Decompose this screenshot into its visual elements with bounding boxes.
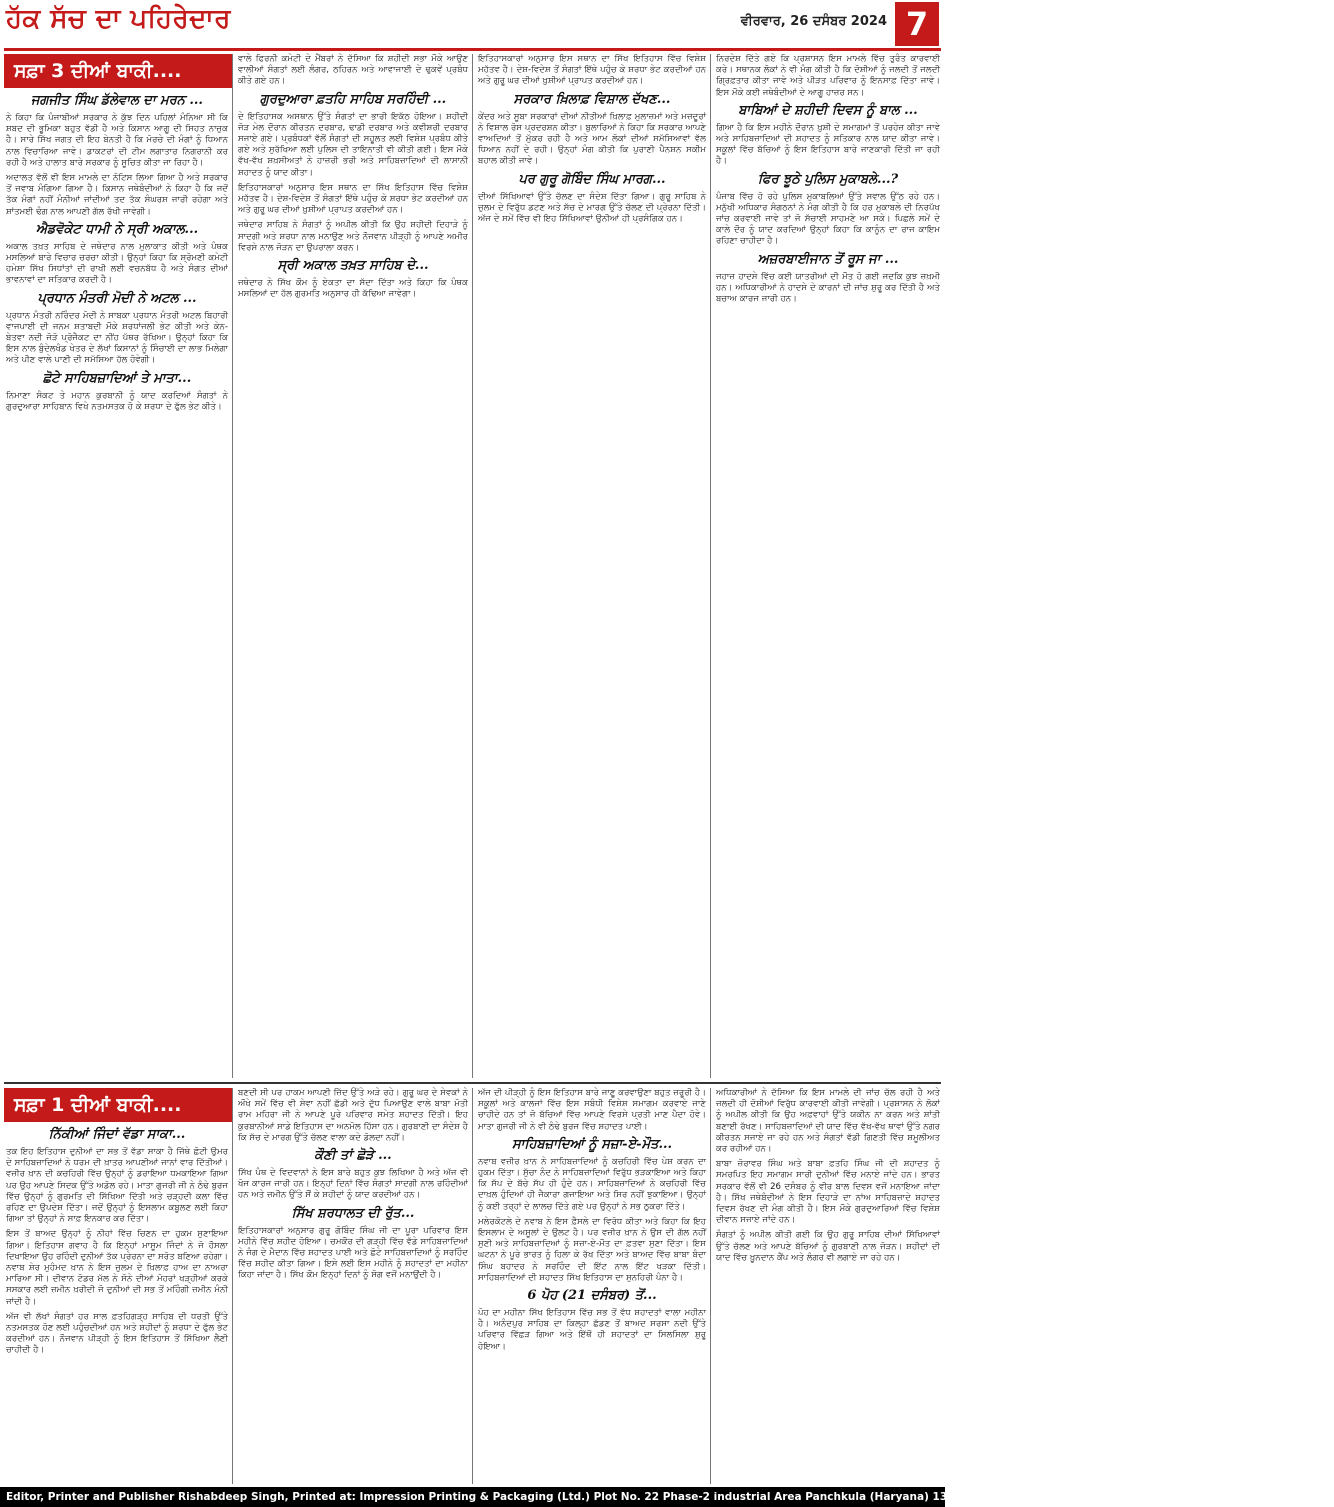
article-text: ਬਾਬਾ ਜ਼ੋਰਾਵਰ ਸਿੰਘ ਅਤੇ ਬਾਬਾ ਫ਼ਤਹਿ ਸਿੰਘ ਜੀ ਦੀ ਸ਼ਹਾਦਤ ਨੂੰ ਸਮਰਪਿਤ ਇਹ ਸਮਾਗਮ ਸਾਰੀ ਦੁਨੀਆਂ ਵਿੱਚ ਮਨਾਏ ਜਾਂਦੇ ਹਨ। ਭਾਰਤ ਸਰਕਾਰ ਵੱਲੋਂ ਵੀ 26 ਦਸੰਬਰ ਨੂੰ ਵੀਰ ਬਾਲ ਦਿਵਸ ਵਜੋਂ ਮਨਾਇਆ ਜਾਂਦਾ ਹੈ। ਸਿੱਖ ਜਥੇਬੰਦੀਆਂ ਨੇ ਇਸ ਦਿਹਾੜੇ ਦਾ ਨਾਂਅ ਸਾਹਿਬਜ਼ਾਦੇ ਸ਼ਹਾਦਤ ਦਿਵਸ ਰੱਖਣ ਦੀ ਮੰਗ ਕੀਤੀ ਹੈ। ਇਸ ਮੌਕੇ ਗੁਰਦੁਆਰਿਆਂ ਵਿੱਚ ਵਿਸ਼ੇਸ਼ ਦੀਵਾਨ ਸਜਾਏ ਜਾਂਦੇ ਹਨ। [716,1159,940,1226]
article-text: ਗਿਆ ਹੈ ਕਿ ਇਸ ਮਹੀਨੇ ਦੌਰਾਨ ਖ਼ੁਸ਼ੀ ਦੇ ਸਮਾਗਮਾਂ ਤੋਂ ਪਰਹੇਜ਼ ਕੀਤਾ ਜਾਵੇ ਅਤੇ ਸਾਹਿਬਜ਼ਾਦਿਆਂ ਦੀ ਸ਼ਹਾਦਤ ਨੂੰ ਸਤਿਕਾਰ ਨਾਲ ਯਾਦ ਕੀਤਾ ਜਾਵੇ। ਸਕੂਲਾਂ ਵਿੱਚ ਬੱਚਿਆਂ ਨੂੰ ਇਸ ਇਤਿਹਾਸ ਬਾਰੇ ਜਾਣਕਾਰੀ ਦਿੱਤੀ ਜਾ ਰਹੀ ਹੈ। [716,122,940,167]
article-text: ਵਾਲੇ ਫਿਰਨੀ ਕਮੇਟੀ ਦੇ ਮੈਂਬਰਾਂ ਨੇ ਦੱਸਿਆ ਕਿ ਸ਼ਹੀਦੀ ਸਭਾ ਮੌਕੇ ਆਉਣ ਵਾਲੀਆਂ ਸੰਗਤਾਂ ਲਈ ਲੰਗਰ, ਠਹਿਰਨ ਅਤੇ ਆਵਾਜਾਈ ਦੇ ਢੁਕਵੇਂ ਪ੍ਰਬੰਧ ਕੀਤੇ ਗਏ ਹਨ। [238,54,468,87]
article-text: ਇਤਿਹਾਸਕਾਰਾਂ ਅਨੁਸਾਰ ਇਸ ਸਥਾਨ ਦਾ ਸਿੱਖ ਇਤਿਹਾਸ ਵਿੱਚ ਵਿਸ਼ੇਸ਼ ਮਹੱਤਵ ਹੈ। ਦੇਸ਼-ਵਿਦੇਸ਼ ਤੋਂ ਸੰਗਤਾਂ ਇੱਥੇ ਪਹੁੰਚ ਕੇ ਸ਼ਰਧਾ ਭੇਟ ਕਰਦੀਆਂ ਹਨ ਅਤੇ ਗੁਰੂ ਘਰ ਦੀਆਂ ਖ਼ੁਸ਼ੀਆਂ ਪ੍ਰਾਪਤ ਕਰਦੀਆਂ ਹਨ। [238,182,468,216]
newspaper-logo: ਹੱਕ ਸੱਚ ਦਾ ਪਹਿਰੇਦਾਰ [6,4,231,34]
article-text: ਨਿਰਦੇਸ਼ ਦਿੱਤੇ ਗਏ ਕਿ ਪ੍ਰਸ਼ਾਸਨ ਇਸ ਮਾਮਲੇ ਵਿੱਚ ਤੁਰੰਤ ਕਾਰਵਾਈ ਕਰੇ। ਸਥਾਨਕ ਲੋਕਾਂ ਨੇ ਵੀ ਮੰਗ ਕੀਤੀ ਹੈ ਕਿ ਦੋਸ਼ੀਆਂ ਨੂੰ ਜਲਦੀ ਤੋਂ ਜਲਦੀ ਗ੍ਰਿਫ਼ਤਾਰ ਕੀਤਾ ਜਾਵੇ ਅਤੇ ਪੀੜਤ ਪਰਿਵਾਰ ਨੂੰ ਇਨਸਾਫ਼ ਦਿੱਤਾ ਜਾਵੇ। ਇਸ ਮੌਕੇ ਕਈ ਜਥੇਬੰਦੀਆਂ ਦੇ ਆਗੂ ਹਾਜ਼ਰ ਸਨ। [716,54,940,98]
article-text: ਨਿਮਾਣਾ ਸੰਕਟ ਤੇ ਮਹਾਨ ਕੁਰਬਾਨੀ ਨੂੰ ਯਾਦ ਕਰਦਿਆਂ ਸੰਗਤਾਂ ਨੇ ਗੁਰਦੁਆਰਾ ਸਾਹਿਬਾਨ ਵਿਖੇ ਨਤਮਸਤਕ ਹੋ ਕੇ ਸ਼ਰਧਾ ਦੇ ਫੁੱਲ ਭੇਟ ਕੀਤੇ। [6,390,228,412]
column-divider [232,54,233,1078]
column-divider [232,1088,233,1484]
footer-imprint: Editor, Printer and Publisher Rishabdeep Singh, Printed at: Impression Printing & Packaging (Ltd.) Plot No. 22 Phase-2 industrial Area Panchkula (Haryana) 134109 & Published From 3223, First Floor, Sector-35D, Chandigarh [0,1487,945,1507]
headline-sarkar: ਸਰਕਾਰ ਖ਼ਿਲਾਫ਼ ਵਿਸ਼ਾਲ ਦੱਖਣ... [513,91,671,107]
section-divider [4,1082,941,1084]
article-text: ਤਕ ਇਹ ਇਤਿਹਾਸ ਦੁਨੀਆਂ ਦਾ ਸਭ ਤੋਂ ਵੱਡਾ ਸਾਕਾ ਹੈ ਜਿੱਥੇ ਛੋਟੀ ਉਮਰ ਦੇ ਸਾਹਿਬਜ਼ਾਦਿਆਂ ਨੇ ਧਰਮ ਦੀ ਖ਼ਾਤਰ ਆਪਣੀਆਂ ਜਾਨਾਂ ਵਾਰ ਦਿੱਤੀਆਂ। ਵਜ਼ੀਰ ਖ਼ਾਨ ਦੀ ਕਚਹਿਰੀ ਵਿੱਚ ਉਨ੍ਹਾਂ ਨੂੰ ਡਰਾਇਆ ਧਮਕਾਇਆ ਗਿਆ ਪਰ ਉਹ ਆਪਣੇ ਸਿਦਕ ਉੱਤੇ ਅਡੋਲ ਰਹੇ। ਮਾਤਾ ਗੁਜਰੀ ਜੀ ਨੇ ਠੰਢੇ ਬੁਰਜ ਵਿੱਚ ਉਨ੍ਹਾਂ ਨੂੰ ਗੁਰਮਤਿ ਦੀ ਸਿੱਖਿਆ ਦਿੱਤੀ ਅਤੇ ਚੜ੍ਹਦੀ ਕਲਾ ਵਿੱਚ ਰਹਿਣ ਦਾ ਉਪਦੇਸ਼ ਦਿੱਤਾ। ਜਦੋਂ ਉਨ੍ਹਾਂ ਨੂੰ ਇਸਲਾਮ ਕਬੂਲਣ ਲਈ ਕਿਹਾ ਗਿਆ ਤਾਂ ਉਨ੍ਹਾਂ ਨੇ ਸਾਫ਼ ਇਨਕਾਰ ਕਰ ਦਿੱਤਾ। [6,1147,228,1225]
headline-gurdwara: ਗੁਰਦੁਆਰਾ ਫ਼ਤਹਿ ਸਾਹਿਬ ਸਰਹਿੰਦੀ ... [259,91,447,107]
column-1 [6,90,228,1078]
headline-sahibzadian-saza: ਸਾਹਿਬਜ਼ਾਦਿਆਂ ਨੂੰ ਸਜ਼ਾ-ਏ-ਮੌਤ... [511,1136,673,1152]
headline-sahibzade: ਛੋਟੇ ਸਾਹਿਬਜ਼ਾਦਿਆਂ ਤੇ ਮਾਤਾ... [42,370,192,386]
column-5 [6,1124,228,1484]
column-divider [710,1088,711,1484]
column-divider [710,54,711,1078]
headline-kaun-ta: ਕੌਣੀ ਤਾਂ ਛੋੜੇ ... [314,1148,392,1164]
column-6 [238,1088,468,1484]
masthead [0,0,945,48]
article-text: ਨਵਾਬ ਵਜ਼ੀਰ ਖ਼ਾਨ ਨੇ ਸਾਹਿਬਜ਼ਾਦਿਆਂ ਨੂੰ ਕਚਹਿਰੀ ਵਿੱਚ ਪੇਸ਼ ਕਰਨ ਦਾ ਹੁਕਮ ਦਿੱਤਾ। ਸੁੱਚਾ ਨੰਦ ਨੇ ਸਾਹਿਬਜ਼ਾਦਿਆਂ ਵਿਰੁੱਧ ਭੜਕਾਇਆ ਅਤੇ ਕਿਹਾ ਕਿ ਸੱਪ ਦੇ ਬੱਚੇ ਸੱਪ ਹੀ ਹੁੰਦੇ ਹਨ। ਸਾਹਿਬਜ਼ਾਦਿਆਂ ਨੇ ਕਚਹਿਰੀ ਵਿੱਚ ਦਾਖ਼ਲ ਹੁੰਦਿਆਂ ਹੀ ਜੈਕਾਰਾ ਗਜਾਇਆ ਅਤੇ ਸਿਰ ਨਹੀਂ ਝੁਕਾਇਆ। ਉਨ੍ਹਾਂ ਨੂੰ ਕਈ ਤਰ੍ਹਾਂ ਦੇ ਲਾਲਚ ਦਿੱਤੇ ਗਏ ਪਰ ਉਨ੍ਹਾਂ ਨੇ ਸਭ ਠੁਕਰਾ ਦਿੱਤੇ। [478,1156,706,1212]
column-3 [478,54,706,1078]
article-text: ਨੇ ਕਿਹਾ ਕਿ ਪੰਜਾਬੀਆਂ ਸਰਕਾਰ ਨੇ ਕੁੱਝ ਦਿਨ ਪਹਿਲਾਂ ਮੰਨਿਆ ਸੀ ਕਿ ਸ਼ਬਦ ਦੀ ਭੂਮਿਕਾ ਬਹੁਤ ਵੱਡੀ ਹੈ ਅਤੇ ਕਿਸਾਨ ਆਗੂ ਦੀ ਸਿਹਤ ਨਾਜ਼ੁਕ ਹੈ। ਸਾਰੇ ਸਿੱਖ ਜਗਤ ਦੀ ਇਹ ਬੇਨਤੀ ਹੈ ਕਿ ਮੋਰਚੇ ਦੀ ਮੰਗਾਂ ਨੂੰ ਧਿਆਨ ਨਾਲ ਵਿਚਾਰਿਆ ਜਾਵੇ। ਡਾਕਟਰਾਂ ਦੀ ਟੀਮ ਲਗਾਤਾਰ ਨਿਗਰਾਨੀ ਕਰ ਰਹੀ ਹੈ ਅਤੇ ਹਾਲਾਤ ਬਾਰੇ ਸਰਕਾਰ ਨੂੰ ਸੂਚਿਤ ਕੀਤਾ ਜਾ ਰਿਹਾ ਹੈ। [6,113,228,168]
article-text: ਅਕਾਲ ਤਖ਼ਤ ਸਾਹਿਬ ਦੇ ਜਥੇਦਾਰ ਨਾਲ ਮੁਲਾਕਾਤ ਕੀਤੀ ਅਤੇ ਪੰਥਕ ਮਸਲਿਆਂ ਬਾਰੇ ਵਿਚਾਰ ਚਰਚਾ ਕੀਤੀ। ਉਨ੍ਹਾਂ ਕਿਹਾ ਕਿ ਸ਼੍ਰੋਮਣੀ ਕਮੇਟੀ ਹਮੇਸ਼ਾ ਸਿੱਖ ਸਿਧਾਂਤਾਂ ਦੀ ਰਾਖੀ ਲਈ ਵਚਨਬੱਧ ਹੈ ਅਤੇ ਸੰਗਤ ਦੀਆਂ ਭਾਵਨਾਵਾਂ ਦਾ ਸਤਿਕਾਰ ਕਰਦੀ ਹੈ। [6,241,228,286]
headline-pargur: ਪਰ ਗੁਰੂ ਗੋਬਿੰਦ ਸਿੰਘ ਮਾਰਗ... [518,171,666,187]
headline-pm: ਪ੍ਰਧਾਨ ਮੰਤਰੀ ਮੋਦੀ ਨੇ ਅਟਲ ... [37,290,197,306]
headline-babian: ਬਾਬਿਆਂ ਦੇ ਸ਼ਹੀਦੀ ਦਿਵਸ ਨੂੰ ਬਾਲ ... [738,102,918,118]
article-text: ਅਦਾਲਤ ਵੱਲੋਂ ਵੀ ਇਸ ਮਾਮਲੇ ਦਾ ਨੋਟਿਸ ਲਿਆ ਗਿਆ ਹੈ ਅਤੇ ਸਰਕਾਰ ਤੋਂ ਜਵਾਬ ਮੰਗਿਆ ਗਿਆ ਹੈ। ਕਿਸਾਨ ਜਥੇਬੰਦੀਆਂ ਨੇ ਕਿਹਾ ਹੈ ਕਿ ਜਦੋਂ ਤੱਕ ਮੰਗਾਂ ਨਹੀਂ ਮੰਨੀਆਂ ਜਾਂਦੀਆਂ ਤਦ ਤੱਕ ਸੰਘਰਸ਼ ਜਾਰੀ ਰਹੇਗਾ ਅਤੇ ਸ਼ਾਂਤਮਈ ਢੰਗ ਨਾਲ ਆਪਣੀ ਗੱਲ ਰੱਖੀ ਜਾਵੇਗੀ। [6,173,228,217]
column-divider [472,54,473,1078]
headline-chhe-poh: 6 ਪੋਹ (21 ਦਸੰਬਰ) ਤੋਂ... [527,1288,657,1304]
article-text: ਇਤਿਹਾਸਕਾਰਾਂ ਅਨੁਸਾਰ ਗੁਰੂ ਗੋਬਿੰਦ ਸਿੰਘ ਜੀ ਦਾ ਪੂਰਾ ਪਰਿਵਾਰ ਇਸ ਮਹੀਨੇ ਵਿੱਚ ਸ਼ਹੀਦ ਹੋਇਆ। ਚਮਕੌਰ ਦੀ ਗੜ੍ਹੀ ਵਿੱਚ ਵੱਡੇ ਸਾਹਿਬਜ਼ਾਦਿਆਂ ਨੇ ਜੰਗ ਦੇ ਮੈਦਾਨ ਵਿੱਚ ਸ਼ਹਾਦਤ ਪਾਈ ਅਤੇ ਛੋਟੇ ਸਾਹਿਬਜ਼ਾਦਿਆਂ ਨੂੰ ਸਰਹਿੰਦ ਵਿੱਚ ਸ਼ਹੀਦ ਕੀਤਾ ਗਿਆ। ਇਸੇ ਲਈ ਇਸ ਮਹੀਨੇ ਨੂੰ ਸ਼ਹਾਦਤਾਂ ਦਾ ਮਹੀਨਾ ਕਿਹਾ ਜਾਂਦਾ ਹੈ। ਸਿੱਖ ਕੌਮ ਇਨ੍ਹਾਂ ਦਿਨਾਂ ਨੂੰ ਸੋਗ ਵਜੋਂ ਮਨਾਉਂਦੀ ਹੈ। [238,1225,468,1281]
article-text: ਦੇ ਇਤਿਹਾਸਕ ਅਸਥਾਨ ਉੱਤੇ ਸੰਗਤਾਂ ਦਾ ਭਾਰੀ ਇਕੱਠ ਹੋਇਆ। ਸ਼ਹੀਦੀ ਜੋੜ ਮੇਲ ਦੌਰਾਨ ਕੀਰਤਨ ਦਰਬਾਰ, ਢਾਡੀ ਦਰਬਾਰ ਅਤੇ ਕਵੀਸ਼ਰੀ ਦਰਬਾਰ ਸਜਾਏ ਗਏ। ਪ੍ਰਬੰਧਕਾਂ ਵੱਲੋਂ ਸੰਗਤਾਂ ਦੀ ਸਹੂਲਤ ਲਈ ਵਿਸ਼ੇਸ਼ ਪ੍ਰਬੰਧ ਕੀਤੇ ਗਏ ਅਤੇ ਸੁਰੱਖਿਆ ਲਈ ਪੁਲਿਸ ਦੀ ਤਾਇਨਾਤੀ ਵੀ ਕੀਤੀ ਗਈ। ਇਸ ਮੌਕੇ ਵੱਖ-ਵੱਖ ਸ਼ਖ਼ਸੀਅਤਾਂ ਨੇ ਹਾਜ਼ਰੀ ਭਰੀ ਅਤੇ ਸਾਹਿਬਜ਼ਾਦਿਆਂ ਦੀ ਲਾਸਾਨੀ ਸ਼ਹਾਦਤ ਨੂੰ ਯਾਦ ਕੀਤਾ। [238,111,468,178]
headline-phir-jhuthe: ਫਿਰ ਝੂਠੇ ਪੁਲਿਸ ਮੁਕਾਬਲੇ...? [757,171,899,187]
column-divider [472,1088,473,1484]
article-text: ਕੇਂਦਰ ਅਤੇ ਸੂਬਾ ਸਰਕਾਰਾਂ ਦੀਆਂ ਨੀਤੀਆਂ ਖ਼ਿਲਾਫ਼ ਮੁਲਾਜ਼ਮਾਂ ਅਤੇ ਮਜ਼ਦੂਰਾਂ ਨੇ ਵਿਸ਼ਾਲ ਰੋਸ ਪ੍ਰਦਰਸ਼ਨ ਕੀਤਾ। ਬੁਲਾਰਿਆਂ ਨੇ ਕਿਹਾ ਕਿ ਸਰਕਾਰ ਆਪਣੇ ਵਾਅਦਿਆਂ ਤੋਂ ਮੁੱਕਰ ਰਹੀ ਹੈ ਅਤੇ ਆਮ ਲੋਕਾਂ ਦੀਆਂ ਸਮੱਸਿਆਵਾਂ ਵੱਲ ਧਿਆਨ ਨਹੀਂ ਦੇ ਰਹੀ। ਉਨ੍ਹਾਂ ਮੰਗ ਕੀਤੀ ਕਿ ਪੁਰਾਣੀ ਪੈਨਸ਼ਨ ਸਕੀਮ ਬਹਾਲ ਕੀਤੀ ਜਾਵੇ। [478,111,706,167]
article-text: ਅਧਿਕਾਰੀਆਂ ਨੇ ਦੱਸਿਆ ਕਿ ਇਸ ਮਾਮਲੇ ਦੀ ਜਾਂਚ ਚੱਲ ਰਹੀ ਹੈ ਅਤੇ ਜਲਦੀ ਹੀ ਦੋਸ਼ੀਆਂ ਵਿਰੁੱਧ ਕਾਰਵਾਈ ਕੀਤੀ ਜਾਵੇਗੀ। ਪ੍ਰਸ਼ਾਸਨ ਨੇ ਲੋਕਾਂ ਨੂੰ ਅਪੀਲ ਕੀਤੀ ਕਿ ਉਹ ਅਫ਼ਵਾਹਾਂ ਉੱਤੇ ਯਕੀਨ ਨਾ ਕਰਨ ਅਤੇ ਸ਼ਾਂਤੀ ਬਣਾਈ ਰੱਖਣ। ਸਾਹਿਬਜ਼ਾਦਿਆਂ ਦੀ ਯਾਦ ਵਿੱਚ ਵੱਖ-ਵੱਖ ਥਾਵਾਂ ਉੱਤੇ ਨਗਰ ਕੀਰਤਨ ਸਜਾਏ ਜਾ ਰਹੇ ਹਨ ਅਤੇ ਸੰਗਤਾਂ ਵੱਡੀ ਗਿਣਤੀ ਵਿੱਚ ਸ਼ਮੂਲੀਅਤ ਕਰ ਰਹੀਆਂ ਹਨ। [716,1088,940,1155]
article-text: ਦੀਆਂ ਸਿੱਖਿਆਵਾਂ ਉੱਤੇ ਚੱਲਣ ਦਾ ਸੰਦੇਸ਼ ਦਿੱਤਾ ਗਿਆ। ਗੁਰੂ ਸਾਹਿਬ ਨੇ ਜ਼ੁਲਮ ਦੇ ਵਿਰੁੱਧ ਡਟਣ ਅਤੇ ਸੱਚ ਦੇ ਮਾਰਗ ਉੱਤੇ ਚੱਲਣ ਦੀ ਪ੍ਰੇਰਨਾ ਦਿੱਤੀ। ਅੱਜ ਦੇ ਸਮੇਂ ਵਿੱਚ ਵੀ ਇਹ ਸਿੱਖਿਆਵਾਂ ਉਨੀਆਂ ਹੀ ਪ੍ਰਸੰਗਿਕ ਹਨ। [478,191,706,225]
article-text: ਪੰਜਾਬ ਵਿੱਚ ਹੋ ਰਹੇ ਪੁਲਿਸ ਮੁਕਾਬਲਿਆਂ ਉੱਤੇ ਸਵਾਲ ਉੱਠ ਰਹੇ ਹਨ। ਮਨੁੱਖੀ ਅਧਿਕਾਰ ਸੰਗਠਨਾਂ ਨੇ ਮੰਗ ਕੀਤੀ ਹੈ ਕਿ ਹਰ ਮੁਕਾਬਲੇ ਦੀ ਨਿਰਪੱਖ ਜਾਂਚ ਕਰਵਾਈ ਜਾਵੇ ਤਾਂ ਜੋ ਸੱਚਾਈ ਸਾਹਮਣੇ ਆ ਸਕੇ। ਪਿਛਲੇ ਸਮੇਂ ਦੇ ਕਾਲੇ ਦੌਰ ਨੂੰ ਯਾਦ ਕਰਦਿਆਂ ਉਨ੍ਹਾਂ ਕਿਹਾ ਕਿ ਕਾਨੂੰਨ ਦਾ ਰਾਜ ਕਾਇਮ ਰਹਿਣਾ ਚਾਹੀਦਾ ਹੈ। [716,191,940,247]
article-text: ਪ੍ਰਧਾਨ ਮੰਤਰੀ ਨਰਿੰਦਰ ਮੋਦੀ ਨੇ ਸਾਬਕਾ ਪ੍ਰਧਾਨ ਮੰਤਰੀ ਅਟਲ ਬਿਹਾਰੀ ਵਾਜਪਾਈ ਦੀ ਜਨਮ ਸ਼ਤਾਬਦੀ ਮੌਕੇ ਸ਼ਰਧਾਂਜਲੀ ਭੇਟ ਕੀਤੀ ਅਤੇ ਕੇਨ-ਬੇਤਵਾ ਨਦੀ ਜੋੜੋ ਪ੍ਰੋਜੈਕਟ ਦਾ ਨੀਂਹ ਪੱਥਰ ਰੱਖਿਆ। ਉਨ੍ਹਾਂ ਕਿਹਾ ਕਿ ਇਸ ਨਾਲ ਬੁੰਦੇਲਖੰਡ ਖੇਤਰ ਦੇ ਲੱਖਾਂ ਕਿਸਾਨਾਂ ਨੂੰ ਸਿੰਚਾਈ ਦਾ ਲਾਭ ਮਿਲੇਗਾ ਅਤੇ ਪੀਣ ਵਾਲੇ ਪਾਣੀ ਦੀ ਸਮੱਸਿਆ ਹੱਲ ਹੋਵੇਗੀ। [6,310,228,366]
article-text: ਸੰਗਤਾਂ ਨੂੰ ਅਪੀਲ ਕੀਤੀ ਗਈ ਕਿ ਉਹ ਗੁਰੂ ਸਾਹਿਬ ਦੀਆਂ ਸਿੱਖਿਆਵਾਂ ਉੱਤੇ ਚੱਲਣ ਅਤੇ ਆਪਣੇ ਬੱਚਿਆਂ ਨੂੰ ਗੁਰਬਾਣੀ ਨਾਲ ਜੋੜਨ। ਸ਼ਹੀਦਾਂ ਦੀ ਯਾਦ ਵਿੱਚ ਖ਼ੂਨਦਾਨ ਕੈਂਪ ਅਤੇ ਲੰਗਰ ਵੀ ਲਗਾਏ ਜਾ ਰਹੇ ਹਨ। [716,1230,940,1263]
column-2 [238,54,468,1078]
article-text: ਜਥੇਦਾਰ ਨੇ ਸਿੱਖ ਕੌਮ ਨੂੰ ਏਕਤਾ ਦਾ ਸੱਦਾ ਦਿੱਤਾ ਅਤੇ ਕਿਹਾ ਕਿ ਪੰਥਕ ਮਸਲਿਆਂ ਦਾ ਹੱਲ ਗੁਰਮਤਿ ਅਨੁਸਾਰ ਹੀ ਕੱਢਿਆ ਜਾਵੇਗਾ। [238,278,468,300]
page-number: 7 [895,2,939,46]
headline-akal-takht: ਸ੍ਰੀ ਅਕਾਲ ਤਖ਼ਤ ਸਾਹਿਬ ਦੇ... [277,258,429,274]
column-8 [716,1088,940,1484]
column-4 [716,54,940,1078]
headline-azerbaijan: ਅਜ਼ਰਬਾਈਜਾਨ ਤੋਂ ਰੂਸ ਜਾ ... [757,251,899,267]
column-7 [478,1088,706,1484]
article-text: ਬਣਦੀ ਸੀ ਪਰ ਹਾਕਮ ਆਪਣੀ ਜ਼ਿੱਦ ਉੱਤੇ ਅੜੇ ਰਹੇ। ਗੁਰੂ ਘਰ ਦੇ ਸੇਵਕਾਂ ਨੇ ਔਖੇ ਸਮੇਂ ਵਿੱਚ ਵੀ ਸੇਵਾ ਨਹੀਂ ਛੱਡੀ ਅਤੇ ਦੁੱਧ ਪਿਆਉਣ ਵਾਲੇ ਬਾਬਾ ਮੋਤੀ ਰਾਮ ਮਹਿਰਾ ਜੀ ਨੇ ਆਪਣੇ ਪੂਰੇ ਪਰਿਵਾਰ ਸਮੇਤ ਸ਼ਹਾਦਤ ਦਿੱਤੀ। ਇਹ ਕੁਰਬਾਨੀਆਂ ਸਾਡੇ ਇਤਿਹਾਸ ਦਾ ਅਨਮੋਲ ਹਿੱਸਾ ਹਨ। ਗੁਰਬਾਣੀ ਦਾ ਸੰਦੇਸ਼ ਹੈ ਕਿ ਸੱਚ ਦੇ ਮਾਰਗ ਉੱਤੇ ਚੱਲਣ ਵਾਲਾ ਕਦੇ ਡੋਲਦਾ ਨਹੀਂ। [238,1088,468,1143]
section-banner-page1: ਸਫ਼ਾ 1 ਦੀਆਂ ਬਾਕੀ.... [4,1088,232,1122]
issue-date: ਵੀਰਵਾਰ, 26 ਦਸੰਬਰ 2024 [740,14,887,29]
article-text: ਜਥੇਦਾਰ ਸਾਹਿਬ ਨੇ ਸੰਗਤਾਂ ਨੂੰ ਅਪੀਲ ਕੀਤੀ ਕਿ ਉਹ ਸ਼ਹੀਦੀ ਦਿਹਾੜੇ ਨੂੰ ਸਾਦਗੀ ਅਤੇ ਸ਼ਰਧਾ ਨਾਲ ਮਨਾਉਣ ਅਤੇ ਨੌਜਵਾਨ ਪੀੜ੍ਹੀ ਨੂੰ ਆਪਣੇ ਅਮੀਰ ਵਿਰਸੇ ਨਾਲ ਜੋੜਨ ਦਾ ਉਪਰਾਲਾ ਕਰਨ। [238,220,468,253]
article-text: ਮਲੇਰਕੋਟਲੇ ਦੇ ਨਵਾਬ ਨੇ ਇਸ ਫ਼ੈਸਲੇ ਦਾ ਵਿਰੋਧ ਕੀਤਾ ਅਤੇ ਕਿਹਾ ਕਿ ਇਹ ਇਸਲਾਮ ਦੇ ਅਸੂਲਾਂ ਦੇ ਉਲਟ ਹੈ। ਪਰ ਵਜ਼ੀਰ ਖ਼ਾਨ ਨੇ ਉਸ ਦੀ ਗੱਲ ਨਹੀਂ ਸੁਣੀ ਅਤੇ ਸਾਹਿਬਜ਼ਾਦਿਆਂ ਨੂੰ ਸਜ਼ਾ-ਏ-ਮੌਤ ਦਾ ਫ਼ਤਵਾ ਸੁਣਾ ਦਿੱਤਾ। ਇਸ ਘਟਨਾ ਨੇ ਪੂਰੇ ਭਾਰਤ ਨੂੰ ਹਿਲਾ ਕੇ ਰੱਖ ਦਿੱਤਾ ਅਤੇ ਬਾਅਦ ਵਿੱਚ ਬਾਬਾ ਬੰਦਾ ਸਿੰਘ ਬਹਾਦਰ ਨੇ ਸਰਹਿੰਦ ਦੀ ਇੱਟ ਨਾਲ ਇੱਟ ਖੜਕਾ ਦਿੱਤੀ। ਸਾਹਿਬਜ਼ਾਦਿਆਂ ਦੀ ਸ਼ਹਾਦਤ ਸਿੱਖ ਇਤਿਹਾਸ ਦਾ ਸੁਨਹਿਰੀ ਪੰਨਾ ਹੈ। [478,1216,706,1283]
headline-advocate: ਐਡਵੋਕੇਟ ਧਾਮੀ ਨੇ ਸ੍ਰੀ ਅਕਾਲ... [35,221,199,237]
article-text: ਪੋਹ ਦਾ ਮਹੀਨਾ ਸਿੱਖ ਇਤਿਹਾਸ ਵਿੱਚ ਸਭ ਤੋਂ ਵੱਧ ਸ਼ਹਾਦਤਾਂ ਵਾਲਾ ਮਹੀਨਾ ਹੈ। ਅਨੰਦਪੁਰ ਸਾਹਿਬ ਦਾ ਕਿਲ੍ਹਾ ਛੱਡਣ ਤੋਂ ਬਾਅਦ ਸਰਸਾ ਨਦੀ ਉੱਤੇ ਪਰਿਵਾਰ ਵਿੱਛੜ ਗਿਆ ਅਤੇ ਇੱਥੋਂ ਹੀ ਸ਼ਹਾਦਤਾਂ ਦਾ ਸਿਲਸਿਲਾ ਸ਼ੁਰੂ ਹੋਇਆ। [478,1308,706,1352]
section-banner-page3: ਸਫ਼ਾ 3 ਦੀਆਂ ਬਾਕੀ.... [4,54,232,88]
article-text: ਸਿੱਖ ਪੰਥ ਦੇ ਵਿਦਵਾਨਾਂ ਨੇ ਇਸ ਬਾਰੇ ਬਹੁਤ ਕੁਝ ਲਿਖਿਆ ਹੈ ਅਤੇ ਅੱਜ ਵੀ ਖੋਜ ਕਾਰਜ ਜਾਰੀ ਹਨ। ਇਨ੍ਹਾਂ ਦਿਨਾਂ ਵਿੱਚ ਸੰਗਤਾਂ ਸਾਦਗੀ ਨਾਲ ਰਹਿੰਦੀਆਂ ਹਨ ਅਤੇ ਜ਼ਮੀਨ ਉੱਤੇ ਸੌਂ ਕੇ ਸ਼ਹੀਦਾਂ ਨੂੰ ਯਾਦ ਕਰਦੀਆਂ ਹਨ। [238,1168,468,1201]
masthead-rule [4,48,941,51]
headline-ninkian: ਨਿੱਕੀਆਂ ਜਿੰਦਾਂ ਵੱਡਾ ਸਾਕਾ... [48,1127,186,1142]
article-text: ਅੱਜ ਦੀ ਪੀੜ੍ਹੀ ਨੂੰ ਇਸ ਇਤਿਹਾਸ ਬਾਰੇ ਜਾਣੂ ਕਰਵਾਉਣਾ ਬਹੁਤ ਜ਼ਰੂਰੀ ਹੈ। ਸਕੂਲਾਂ ਅਤੇ ਕਾਲਜਾਂ ਵਿੱਚ ਇਸ ਸਬੰਧੀ ਵਿਸ਼ੇਸ਼ ਸਮਾਗਮ ਕਰਵਾਏ ਜਾਣੇ ਚਾਹੀਦੇ ਹਨ ਤਾਂ ਜੋ ਬੱਚਿਆਂ ਵਿੱਚ ਆਪਣੇ ਵਿਰਸੇ ਪ੍ਰਤੀ ਮਾਣ ਪੈਦਾ ਹੋਵੇ। ਮਾਤਾ ਗੁਜਰੀ ਜੀ ਨੇ ਵੀ ਠੰਢੇ ਬੁਰਜ ਵਿੱਚ ਸ਼ਹਾਦਤ ਪਾਈ। [478,1088,706,1132]
article-text: ਇਸ ਤੋਂ ਬਾਅਦ ਉਨ੍ਹਾਂ ਨੂੰ ਨੀਹਾਂ ਵਿੱਚ ਚਿਣਨ ਦਾ ਹੁਕਮ ਸੁਣਾਇਆ ਗਿਆ। ਇਤਿਹਾਸ ਗਵਾਹ ਹੈ ਕਿ ਇਨ੍ਹਾਂ ਮਾਸੂਮ ਜਿੰਦਾਂ ਨੇ ਜੋ ਹੌਸਲਾ ਦਿਖਾਇਆ ਉਹ ਰਹਿੰਦੀ ਦੁਨੀਆਂ ਤੱਕ ਪ੍ਰੇਰਨਾ ਦਾ ਸਰੋਤ ਬਣਿਆ ਰਹੇਗਾ। ਨਵਾਬ ਸ਼ੇਰ ਮੁਹੰਮਦ ਖ਼ਾਨ ਨੇ ਇਸ ਜ਼ੁਲਮ ਦੇ ਖ਼ਿਲਾਫ਼ ਹਾਅ ਦਾ ਨਾਅਰਾ ਮਾਰਿਆ ਸੀ। ਦੀਵਾਨ ਟੋਡਰ ਮੱਲ ਨੇ ਸੋਨੇ ਦੀਆਂ ਮੋਹਰਾਂ ਖੜ੍ਹੀਆਂ ਕਰਕੇ ਸਸਕਾਰ ਲਈ ਜ਼ਮੀਨ ਖ਼ਰੀਦੀ ਜੋ ਦੁਨੀਆਂ ਦੀ ਸਭ ਤੋਂ ਮਹਿੰਗੀ ਜ਼ਮੀਨ ਮੰਨੀ ਜਾਂਦੀ ਹੈ। [6,1229,228,1307]
article-text: ਅੱਜ ਵੀ ਲੱਖਾਂ ਸੰਗਤਾਂ ਹਰ ਸਾਲ ਫ਼ਤਹਿਗੜ੍ਹ ਸਾਹਿਬ ਦੀ ਧਰਤੀ ਉੱਤੇ ਨਤਮਸਤਕ ਹੋਣ ਲਈ ਪਹੁੰਚਦੀਆਂ ਹਨ ਅਤੇ ਸ਼ਹੀਦਾਂ ਨੂੰ ਸ਼ਰਧਾ ਦੇ ਫੁੱਲ ਭੇਟ ਕਰਦੀਆਂ ਹਨ। ਨੌਜਵਾਨ ਪੀੜ੍ਹੀ ਨੂੰ ਇਸ ਇਤਿਹਾਸ ਤੋਂ ਸਿੱਖਿਆ ਲੈਣੀ ਚਾਹੀਦੀ ਹੈ। [6,1311,228,1356]
headline-sikh-shardha: ਸਿੱਖ ਸ਼ਰਧਾਲਤ ਦੀ ਰੁੱਤ... [291,1205,415,1221]
headline-jagjit: ਜਗਜੀਤ ਸਿੰਘ ਡੱਲੇਵਾਲ ਦਾ ਮਰਨ ... [31,93,203,108]
article-text: ਜਹਾਜ਼ ਹਾਦਸੇ ਵਿੱਚ ਕਈ ਯਾਤਰੀਆਂ ਦੀ ਮੌਤ ਹੋ ਗਈ ਜਦਕਿ ਕੁਝ ਜ਼ਖ਼ਮੀ ਹਨ। ਅਧਿਕਾਰੀਆਂ ਨੇ ਹਾਦਸੇ ਦੇ ਕਾਰਨਾਂ ਦੀ ਜਾਂਚ ਸ਼ੁਰੂ ਕਰ ਦਿੱਤੀ ਹੈ ਅਤੇ ਬਚਾਅ ਕਾਰਜ ਜਾਰੀ ਹਨ। [716,271,940,305]
article-text: ਇਤਿਹਾਸਕਾਰਾਂ ਅਨੁਸਾਰ ਇਸ ਸਥਾਨ ਦਾ ਸਿੱਖ ਇਤਿਹਾਸ ਵਿੱਚ ਵਿਸ਼ੇਸ਼ ਮਹੱਤਵ ਹੈ। ਦੇਸ਼-ਵਿਦੇਸ਼ ਤੋਂ ਸੰਗਤਾਂ ਇੱਥੇ ਪਹੁੰਚ ਕੇ ਸ਼ਰਧਾ ਭੇਟ ਕਰਦੀਆਂ ਹਨ ਅਤੇ ਗੁਰੂ ਘਰ ਦੀਆਂ ਖ਼ੁਸ਼ੀਆਂ ਪ੍ਰਾਪਤ ਕਰਦੀਆਂ ਹਨ। [478,54,706,87]
